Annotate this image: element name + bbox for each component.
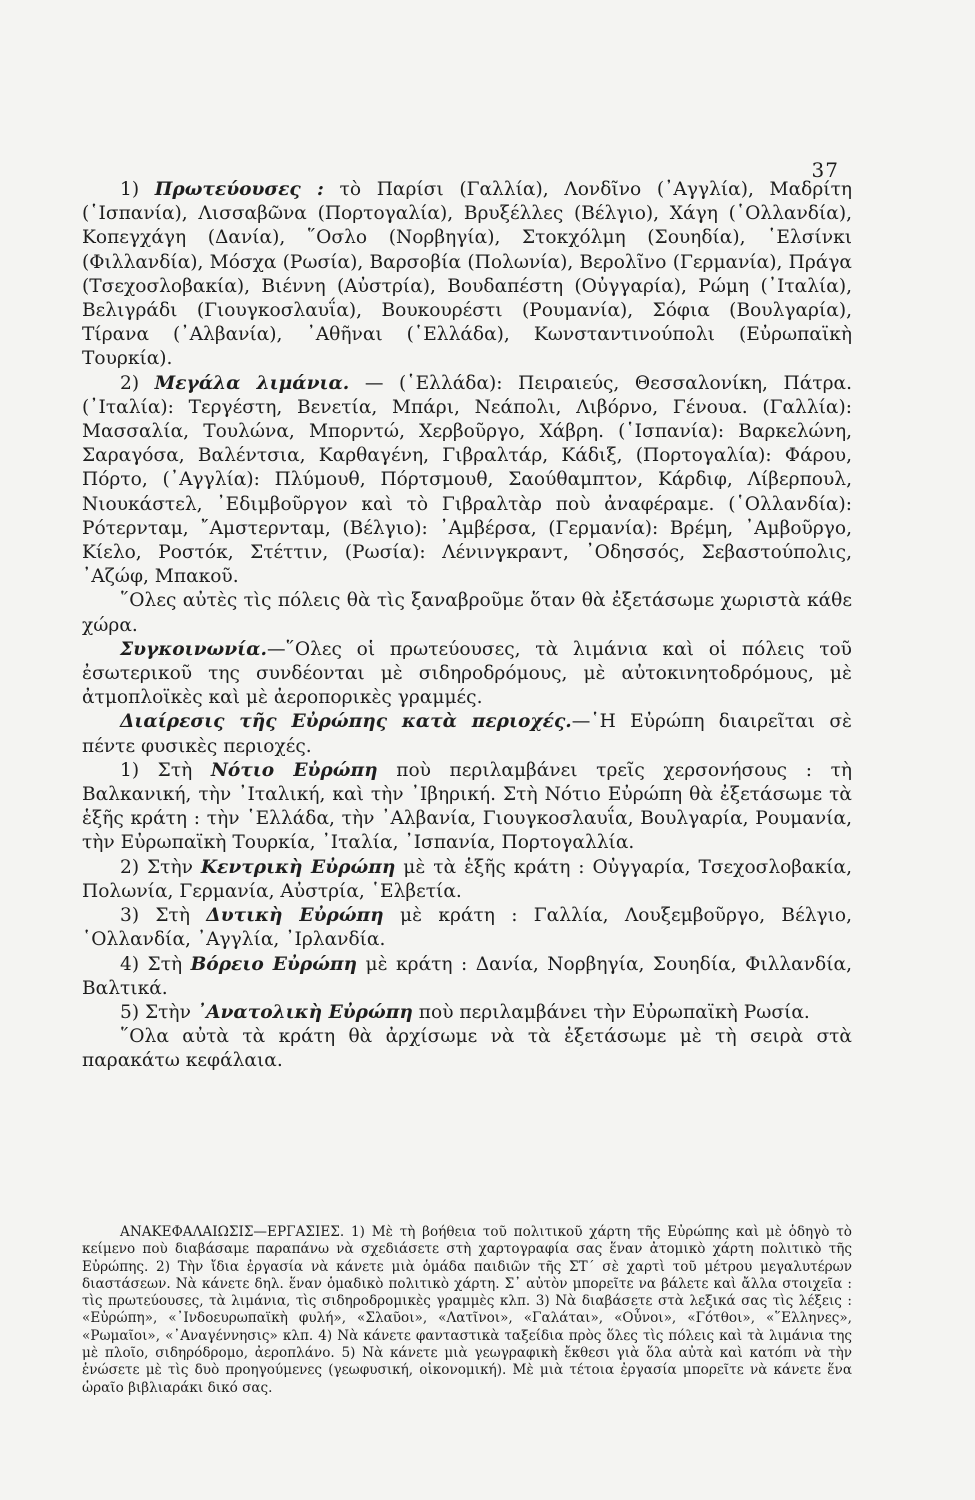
paragraph-text: τὸ Παρίσι (Γαλλία), Λονδῖνο (᾽Αγγλία), Μαδρίτη (῾Ισπανία), Λισσαβῶνα (Πορτογαλία), Βρυξέλλες (Βέλγιο), Χάγη (῾Ολλανδία), Κοπεγχάγη (Δανία), ῞Οσλο (Νορβηγία), Στοκχόλμη (Σουηδία), ῾Ελσίνκι (Φιλλανδία), Μόσχα (Ρωσία), Βαρσοβία (Πολωνία), Βερολῖνο (Γερμανία), Πράγα (Τσεχοσλοβακία), Βιέννη (Αὐστρία), Βουδαπέστη (Οὐγγαρία), Ρώμη (᾽Ιταλία), Βελιγράδι (Γιουγκοσλαυΐα), Βουκουρέστι (Ρουμανία), Σόφια (Βουλγαρία), Τίρανα (᾽Αλβανία), ᾽Αθῆναι (῾Ελλάδα), Κωνσταντινούπολι (Εὐρωπαϊκὴ Τουρκία). xyxy=(82,179,852,370)
inline-heading: Κεντρικὴ Εὐρώπη xyxy=(200,856,396,878)
paragraph-text: μὲ κράτη : Δανία, Νορβηγία, Σουηδία, Φιλλανδία, Βαλτικά. xyxy=(82,953,852,999)
paragraph-ports xyxy=(82,372,852,590)
paragraph-text: ῞Ολα αὐτὰ τὰ κράτη θὰ ἀρχίσωμε νὰ τὰ ἐξετάσωμε μὲ τὴ σειρὰ στὰ παρακάτω κεφάλαια. xyxy=(82,1026,852,1072)
paragraph-south-europe xyxy=(82,759,852,856)
exercises-heading: ΑΝΑΚΕΦΑΛΑΙΩΣΙΣ—ΕΡΓΑΣΙΕΣ. xyxy=(120,1224,345,1240)
paragraph-transport xyxy=(82,638,852,711)
paragraph-north-europe xyxy=(82,953,852,1001)
paragraph-text: ῞Ολες αὐτὲς τὶς πόλεις θὰ τὶς ξαναβροῦμε ὅταν θὰ ἐξετάσωμε χωριστὰ κάθε χώρα. xyxy=(82,590,852,636)
paragraph-text: — (῾Ελλάδα): Πειραιεύς, Θεσσαλονίκη, Πάτρα. (᾽Ιταλία): Τεργέστη, Βενετία, Μπάρι, Νεάπολι, Λιβόρνο, Γένουα. (Γαλλία): Μασσαλία, Τουλώνα, Μπορντώ, Χερβοῦργο, Χάβρη. (῾Ισπανία): Βαρκελώνη, Σαραγόσα, Βαλέντσια, Καρθαγένη, Γιβραλτάρ, Κάδιξ, (Πορτογαλία): Φάρου, Πόρτο, (᾽Αγγλία): Πλύμουθ, Πόρτσμουθ, Σαούθαμπτον, Κάρδιφ, Λίβερπουλ, Νιουκάστελ, ᾽Εδιμβοῦργον καὶ τὸ Γιβραλτὰρ ποὺ ἀναφέραμε. (῾Ολλανδία): Ρότερνταμ, ῎Αμστερνταμ, (Βέλγιο): ᾽Αμβέρσα, (Γερμανία): Βρέμη, ᾽Αμβοῦργο, Κίελο, Ροστόκ, Στέττιν, (Ρωσία): Λένινγκραντ, ᾽Οδησσός, Σεβαστούπολις, ᾽Αζώφ, Μπακοῦ. xyxy=(82,372,853,588)
paragraph-regions xyxy=(82,710,852,758)
paragraph-text: —῞Ολες οἱ πρωτεύουσες, τὰ λιμάνια καὶ οἱ πόλεις τοῦ ἐσωτερικοῦ της συνδέονται μὲ σιδηροδρόμους, μὲ αὐτοκινητοδρόμους, μὲ ἀτμοπλοϊκὲς καὶ μὲ ἀεροπορικὲς γραμμές. xyxy=(82,638,852,709)
paragraph-label: 2) xyxy=(120,372,155,394)
paragraph-central-europe xyxy=(82,856,852,904)
paragraph-label: 3) Στὴ xyxy=(120,905,207,927)
paragraph-label: 1) Στὴ xyxy=(120,759,211,781)
inline-heading: Διαίρεσις τῆς Εὐρώπης κατὰ περιοχές. xyxy=(120,711,572,733)
paragraph-label: 4) Στὴ xyxy=(120,953,191,975)
inline-heading: Βόρειο Εὐρώπη xyxy=(190,953,358,975)
inline-heading: ᾽Ανατολικὴ Εὐρώπη xyxy=(196,1001,413,1023)
paragraph-label: 1) xyxy=(120,179,155,200)
exercises-text: 1) Μὲ τὴ βοήθεια τοῦ πολιτικοῦ χάρτη τῆς Εὐρώπης καὶ μὲ ὁδηγὸ τὸ κείμενο ποὺ διαβάσαμε παραπάνω νὰ σχεδιάσετε στὴ χαρτογραφία σας ἕναν ἀτομικὸ χάρτη πολιτικὸ τῆς Εὐρώπης. 2) Τὴν ἴδια ἐργασία νὰ κάνετε μιὰ ὁμάδα παιδιῶν τῆς ΣΤ´ σὲ χαρτὶ τοῦ μέτρου μεγαλυτέρων διαστάσεων. Νὰ κάνετε δηλ. ἕναν ὁμαδικὸ πολιτικὸ χάρτη. Σ᾽ αὐτὸν μπορεῖτε να βάλετε καὶ ἄλλα στοιχεῖα : τὶς πρωτεύουσες, τὰ λιμάνια, τὶς σιδηροδρομικὲς γραμμὲς κλπ. 3) Νὰ διαβάσετε στὰ λεξικά σας τὶς λέξεις : «Εὐρώπη», «᾽Ινδοευρωπαϊκὴ φυλή», «Σλαῦοι», «Λατῖνοι», «Γαλάται», «Οὖνοι», «Γότθοι», «῞Ελληνες», «Ρωμαῖοι», «᾽Αναγέννησις» κλπ. 4) Νὰ κάνετε φανταστικὰ ταξείδια πρὸς ὅλες τὶς πόλεις καὶ τὰ λιμάνια της μὲ πλοῖο, σιδηρόδρομο, ἀεροπλάνο. 5) Νὰ κάνετε μιὰ γεωγραφικὴ ἔκθεσι γιὰ ὅλα αὐτὰ καὶ κατόπι νὰ τὴν ἑνώσετε μὲ τὶς δυὸ προηγούμενες (γεωφυσική, οἰκονομική). Μὲ μιὰ τέτοια ἐργασία μπορεῖτε νὰ κάνετε ἕνα ὡραῖο βιβλιαράκι δικό σας. xyxy=(82,1224,852,1396)
main-text xyxy=(82,178,852,1074)
paragraph-west-europe xyxy=(82,904,852,952)
paragraph-label: 2) Στὴν xyxy=(120,856,201,878)
paragraph-text: ποὺ περιλαμβάνει τὴν Εὐρωπαϊκὴ Ρωσία. xyxy=(412,1001,810,1023)
inline-heading: Συγκοινωνία. xyxy=(120,638,267,660)
paragraph-text: —῾Η Εὐρώπη διαιρεῖται σὲ πέντε φυσικὲς περιοχές. xyxy=(82,711,852,757)
paragraph-capitals xyxy=(82,178,852,372)
paragraph-text: μὲ κράτη : Γαλλία, Λουξεμβοῦργο, Βέλγιο, ῾Ολλανδία, ᾽Αγγλία, ᾽Ιρλανδία. xyxy=(82,905,853,951)
inline-heading: Μεγάλα λιμάνια. xyxy=(154,372,350,394)
paragraph-east-europe xyxy=(82,1001,852,1025)
inline-heading: Νότιο Εὐρώπη xyxy=(210,759,378,781)
exercises-section xyxy=(82,1224,852,1397)
inline-heading: Πρωτεύουσες : xyxy=(154,179,324,200)
paragraph-text: μὲ τὰ ἑξῆς κράτη : Οὐγγαρία, Τσεχοσλοβακία, Πολωνία, Γερμανία, Αὐστρία, ῾Ελβετία. xyxy=(82,856,852,902)
paragraph-cities-note xyxy=(82,589,852,637)
paragraph-closing xyxy=(82,1025,852,1073)
paragraph-text: ποὺ περιλαμβάνει τρεῖς χερσονήσους : τὴ Βαλκανική, τὴν ᾽Ιταλική, καὶ τὴν ᾽Ιβηρική. Στὴ Νότιο Εὐρώπη θὰ ἐξετάσωμε τὰ ἑξῆς κράτη : τὴν ῾Ελλάδα, τὴν ᾽Αλβανία, Γιουγκοσλαυΐα, Βουλγαρία, Ρουμανία, τὴν Εὐρωπαϊκὴ Τουρκία, ᾽Ιταλία, ᾽Ισπανία, Πορτογαλλία. xyxy=(82,759,852,854)
inline-heading: Δυτικὴ Εὐρώπη xyxy=(206,905,384,927)
paragraph-label: 5) Στὴν xyxy=(120,1001,197,1023)
page-number: 37 xyxy=(811,158,839,182)
